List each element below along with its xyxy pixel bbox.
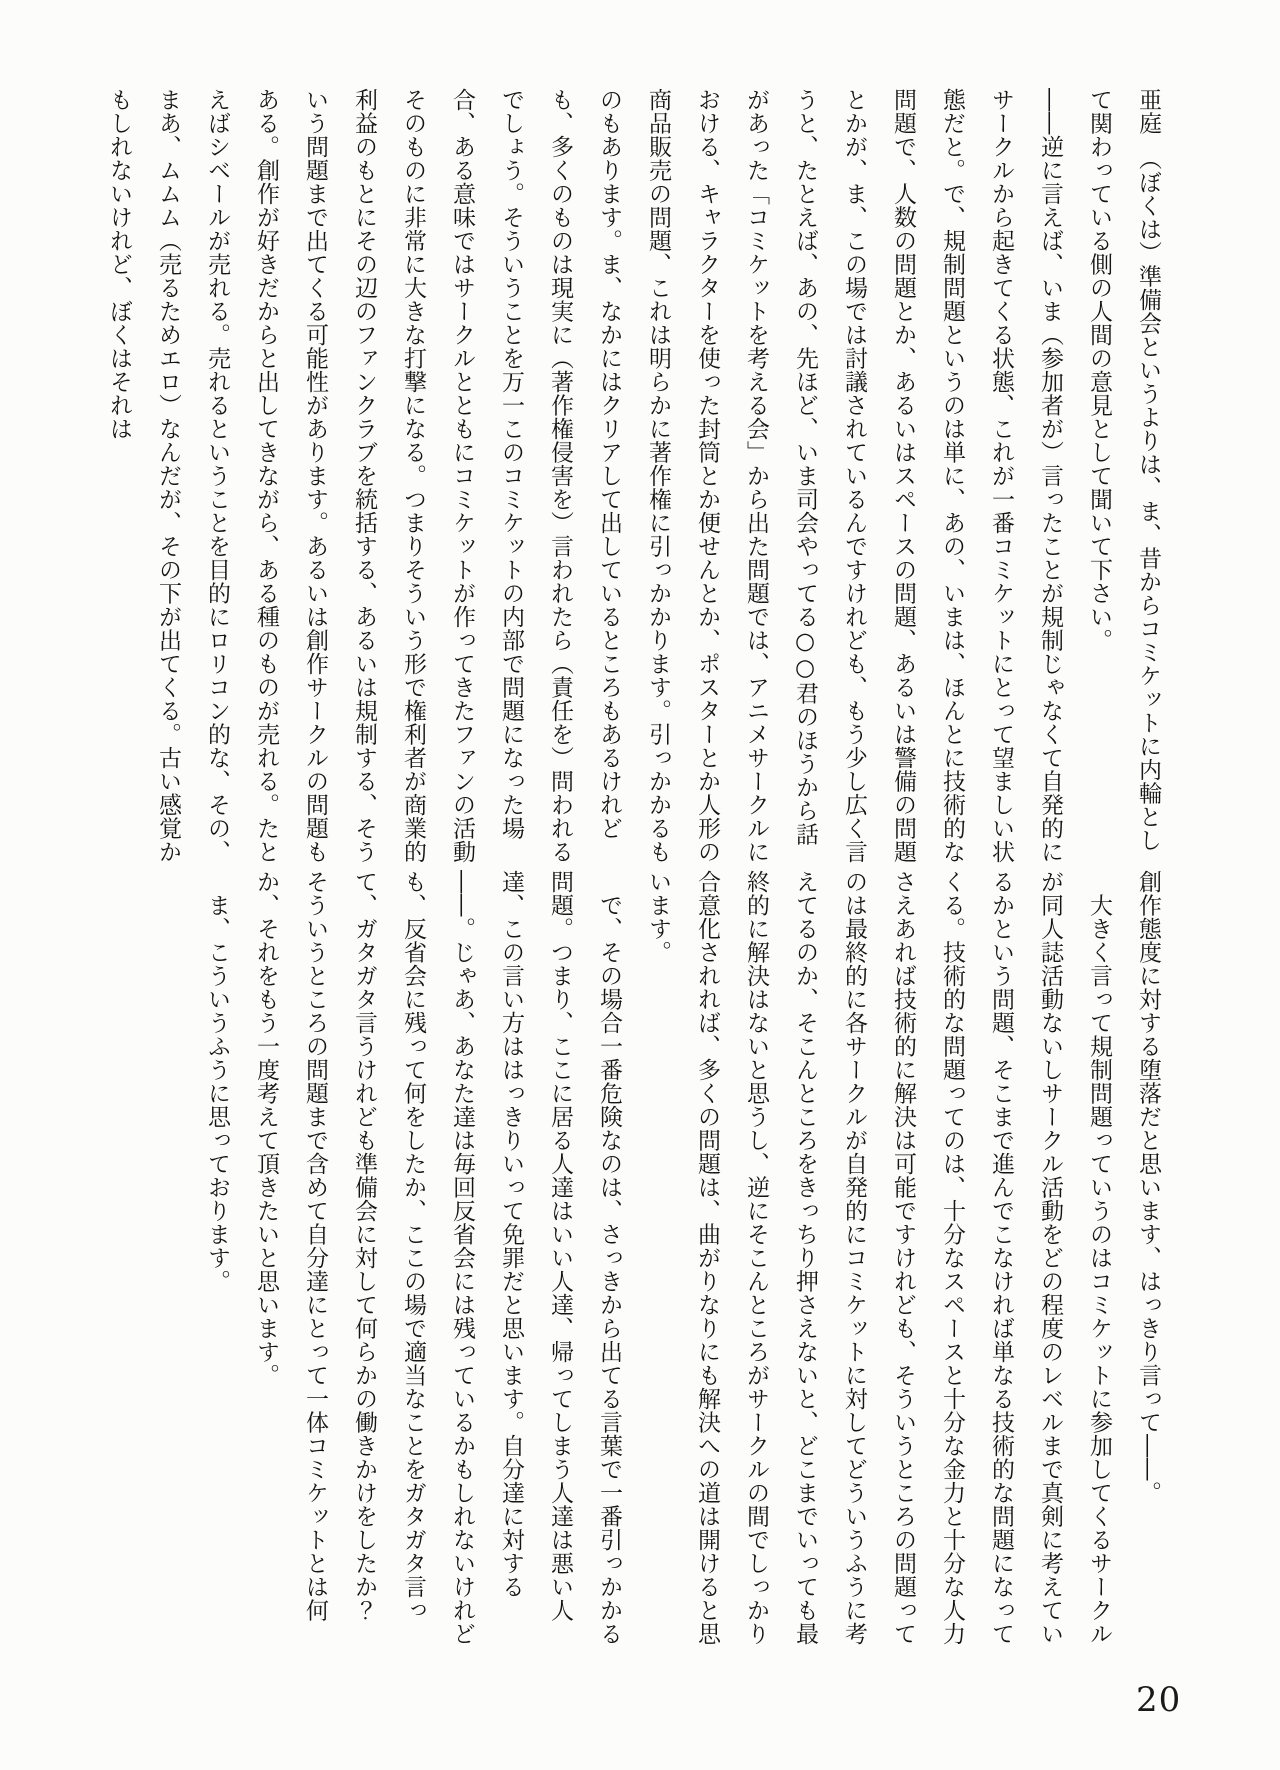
paragraph-continuation: 創作態度に対する堕落だと思います、はっきり言って――。 (1135, 870, 1161, 1505)
bottom-text-block (192, 870, 1172, 1664)
paragraph-speaker-intro: 亜庭 （ぼくは）準備会というよりは、ま、昔からコミケットに内輪として関わっている側の人間の意見として聞いて下さい。 (1086, 88, 1161, 852)
paragraph-circle-awareness: 大きく言って規制問題っていうのはコミケットに参加してくるサークルが同人誌活動ないしサークル活動をどの程度のレベルまで真剣に考えているかという問題、そこまで進んでこなければ単なる技術的な問題になってくる。技術的な問題ってのは、十分なスペースと十分な金力と十分な人力さえあれば技術的に解決は可能ですけれども、そういうところの問題ってのは最終的に各サークルが自発的にコミケットに対してどういうふうに考えてるのか、そこんところをきっちり押さえないと、どこまでいっても最終的に解決はないと思うし、逆にそこんところがサークルの間でしっかり合意化されれば、多くの問題は、曲がりなりにも解決への道は開けると思います。 (645, 870, 1112, 1646)
top-text-block (94, 88, 1172, 868)
paragraph-regulation-discussion: ――逆に言えば、いま（参加者が）言ったことが規制じゃなくて自発的にサークルから起きてくる状態、これが一番コミケットにとって望ましい状態だと。で、規制問題というのは単に、あの、いまは、ほんとに技術的な問題で、人数の問題とか、あるいはスペースの問題、あるいは警備の問題とかが、ま、この場では討議されているんですけれども、もう少し広く言うと、たとえば、あの、先ほど、いま司会やってる○○君のほうから話があった「コミケットを考える会」から出た問題では、アニメサークルにおける、キャラクターを使った封筒とか便せんとか、ポスターとか人形の商品販売の問題、これは明らかに著作権に引っかかります。引っかかるものもあります。ま、なかにはクリアして出しているところもあるけれども、多くのものは現実に（著作権侵害を）言われたら（責任を）問われるでしょう。そういうことを万一このコミケットの内部で問題になった場合、ある意味ではサークルとともにコミケットが作ってきたファンの活動そのものに非常に大きな打撃になる。つまりそういう形で権利者が商業的利益のもとにその辺のファンクラブを統括する、あるいは規制する、そういう問題まで出てくる可能性があります。あるいは創作サークルの問題もある。創作が好きだからと出してきながら、ある種のものが売れる。たとえばシベールが売れる。売れるということを目的にロリコン的な、その、まあ、ムムム（売るためエロ）なんだが、その下が出てくる。古い感覚かもしれないけれど、ぼくはそれは (106, 88, 1063, 864)
page-number: 20 (1136, 1680, 1182, 1720)
paragraph-danger-warning: で、その場合一番危険なのは、さっきから出てる言葉で一番引っかかる問題。つまり、ここに居る人達はいい人達、帰ってしまう人達は悪い人達、この言い方ははっきりいって免罪だと思います。自分達に対する――。じゃあ、あなた達は毎回反省会には残っているかもしれないけれども、反省会に残って何をしたか、ここの場で適当なことをガタガタ言って、ガタガタ言うけれども準備会に対して何らかの働きかけをしたか？ そういうところの問題まで含めて自分達にとって一体コミケットとは何か、それをもう一度考えて頂きたいと思います。 (253, 870, 622, 1646)
paragraph-closing: ま、こういうふうに思っております。 (204, 870, 230, 1293)
